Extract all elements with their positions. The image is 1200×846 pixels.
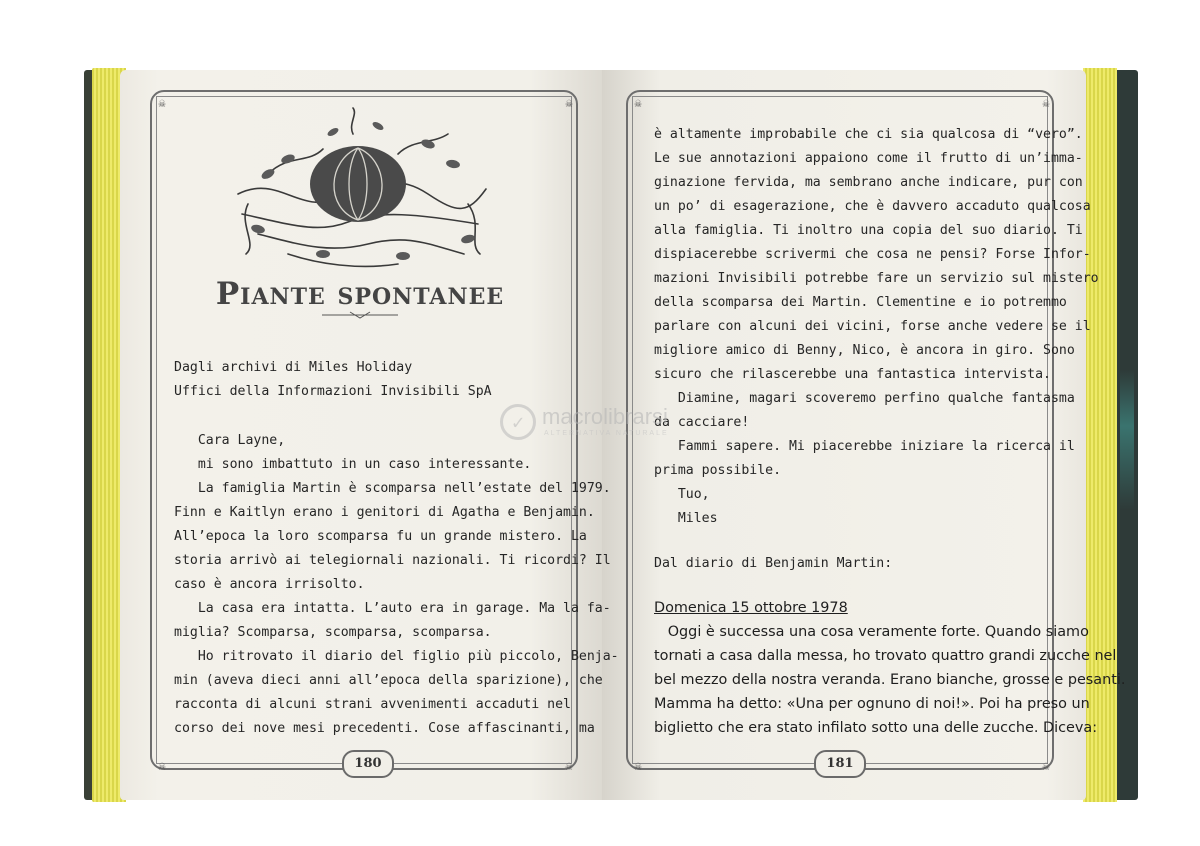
text-line: alla famiglia. Ti inoltro una copia del suo diario. Ti <box>654 223 1083 238</box>
skull-ornament-icon: ☠ <box>634 759 642 773</box>
page-number-right: 181 <box>814 750 866 778</box>
text-line: della scomparsa dei Martin. Clementine e io potremmo <box>654 295 1067 310</box>
text-line: Fammi sapere. Mi piacerebbe iniziare la ricerca il <box>654 439 1075 454</box>
text-line: miglia? Scomparsa, scomparsa, scomparsa. <box>174 625 492 640</box>
pumpkin-vine-illustration <box>228 104 494 274</box>
chapter-title: Piante spontanee <box>215 276 505 312</box>
diary-line: tornati a casa dalla messa, ho trovato quattro grandi zucche nel <box>654 648 1117 664</box>
watermark-brand: macrolibrarsi <box>542 404 668 429</box>
title-flourish-ornament <box>320 310 400 320</box>
text-line: migliore amico di Benny, Nico, è ancora in giro. Sono <box>654 343 1075 358</box>
diary-line: Mamma ha detto: «Una per ognuno di noi!». Poi ha preso un <box>654 696 1090 712</box>
text-line: mi sono imbattuto in un caso interessante. <box>174 457 532 472</box>
text-line: min (aveva dieci anni all’epoca della sparizione), che <box>174 673 603 688</box>
text-line: sicuro che rilascerebbe una fantastica intervista. <box>654 367 1051 382</box>
text-line: Cara Layne, <box>174 433 286 448</box>
text-line: corso dei nove mesi precedenti. Cose affascinanti, ma <box>174 721 595 736</box>
text-line: prima possibile. <box>654 463 782 478</box>
watermark <box>500 404 730 444</box>
text-line: dispiacerebbe scrivermi che cosa ne pensi? Forse Infor- <box>654 247 1091 262</box>
skull-ornament-icon: ☠ <box>1042 96 1050 110</box>
text-line: è altamente improbabile che ci sia qualcosa di “vero”. <box>654 127 1083 142</box>
text-line: Miles <box>654 511 718 526</box>
diary-intro-line: Dal diario di Benjamin Martin: <box>654 556 893 571</box>
text-line: Tuo, <box>654 487 710 502</box>
text-line: racconta di alcuni strani avvenimenti accaduti nel <box>174 697 571 712</box>
skull-ornament-icon: ☠ <box>565 96 573 110</box>
text-line: un po’ di esagerazione, che è davvero accaduto qualcosa <box>654 199 1091 214</box>
text-line: mazioni Invisibili potrebbe fare un servizio sul mistero <box>654 271 1099 286</box>
diary-line: Oggi è successa una cosa veramente forte. Quando siamo <box>654 624 1089 640</box>
text-line: parlare con alcuni dei vicini, forse anche vedere se il <box>654 319 1091 334</box>
text-line: Le sue annotazioni appaiono come il frutto di un’imma- <box>654 151 1083 166</box>
text-line: Ho ritrovato il diario del figlio più piccolo, Benja- <box>174 649 619 664</box>
text-line: All’epoca la loro scomparsa fu un grande mistero. La <box>174 529 587 544</box>
text-line: ginazione fervida, ma sembrano anche indicare, pur con <box>654 175 1083 190</box>
skull-ornament-icon: ☠ <box>158 96 166 110</box>
archive-source-line: Dagli archivi di Miles Holiday <box>174 360 413 375</box>
text-line: Finn e Kaitlyn erano i genitori di Agatha e Benjamin. <box>174 505 595 520</box>
diary-line: bel mezzo della nostra veranda. Erano bianche, grosse e pesanti. <box>654 672 1126 688</box>
skull-ornament-icon: ☠ <box>565 759 573 773</box>
skull-ornament-icon: ☠ <box>634 96 642 110</box>
text-line: Diamine, magari scoveremo perfino qualche fantasma <box>654 391 1075 406</box>
watermark-logo-icon: ✓ <box>500 404 536 440</box>
text-line: La casa era intatta. L’auto era in garage. Ma la fa- <box>174 601 611 616</box>
archive-source-line: Uffici della Informazioni Invisibili SpA <box>174 384 492 399</box>
skull-ornament-icon: ☠ <box>1042 759 1050 773</box>
diary-line: biglietto che era stato infilato sotto una delle zucche. Diceva: <box>654 720 1098 736</box>
skull-ornament-icon: ☠ <box>158 759 166 773</box>
text-line: La famiglia Martin è scomparsa nell’estate del 1979. <box>174 481 611 496</box>
text-line: storia arrivò ai telegiornali nazionali. Ti ricordi? Il <box>174 553 611 568</box>
text-line: da cacciare! <box>654 415 750 430</box>
diary-date-heading: Domenica 15 ottobre 1978 <box>654 600 848 616</box>
page-number-left: 180 <box>342 750 394 778</box>
watermark-tagline: ALTERNATIVA NATURALE <box>544 430 669 437</box>
text-line: caso è ancora irrisolto. <box>174 577 365 592</box>
